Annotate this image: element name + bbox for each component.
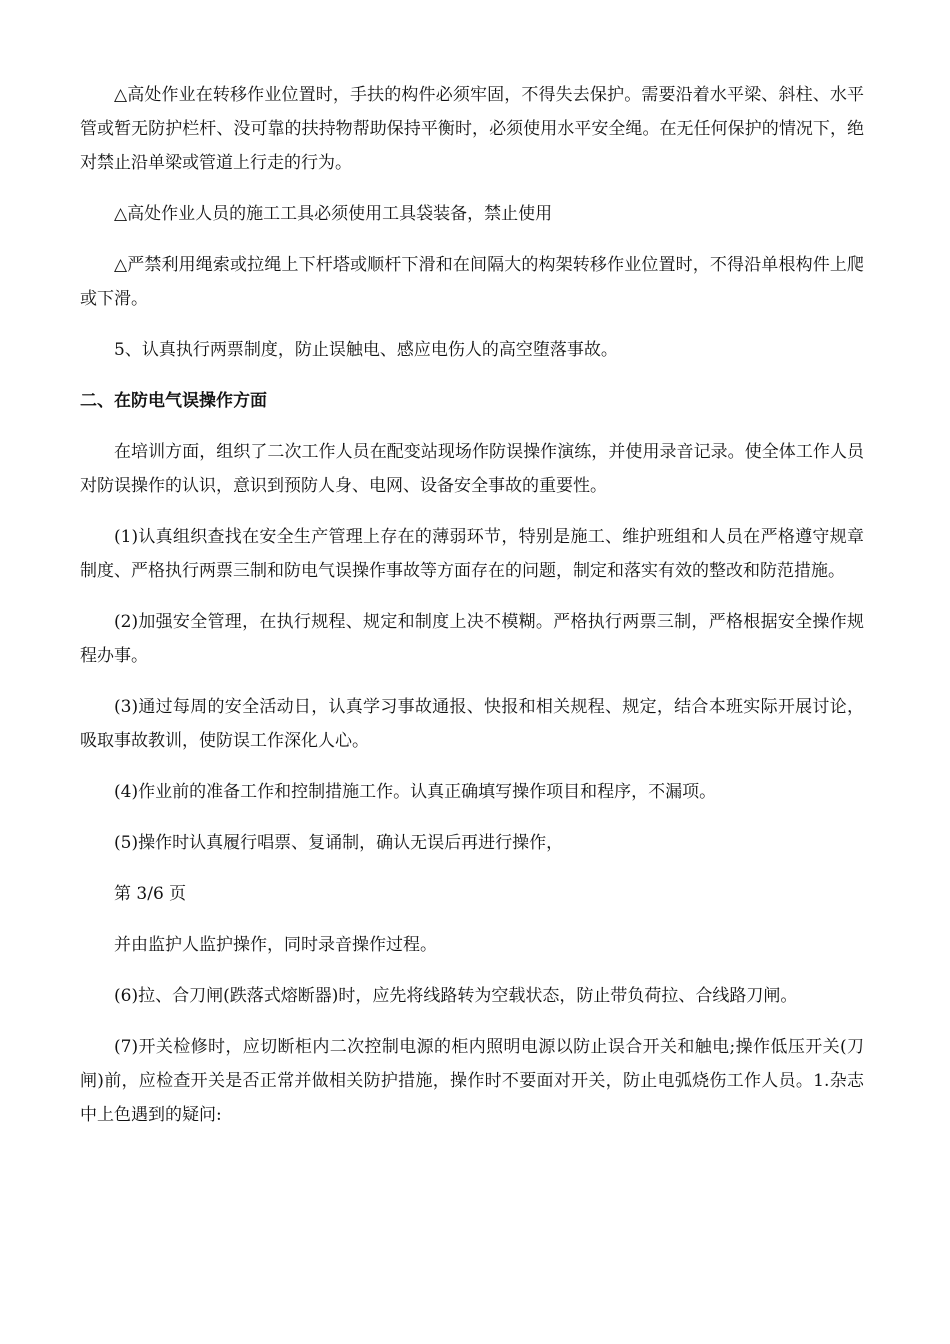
paragraph-high-work-transfer: △高处作业在转移作业位置时，手扶的构件必须牢固，不得失去保护。需要沿着水平梁、斜柱、水平管或暂无防护栏杆、没可靠的扶持物帮助保持平衡时，必须使用水平安全绳。在无任何保护的情况下，绝对禁止沿单梁或管道上行走的行为。 xyxy=(80,85,864,173)
paragraph-item-5: (5)操作时认真履行唱票、复诵制，确认无误后再进行操作， xyxy=(114,833,564,853)
page-number-marker: 第 3/6 页 xyxy=(114,884,187,904)
paragraph-two-tickets: 5、认真执行两票制度，防止误触电、感应电伤人的高空堕落事故。 xyxy=(114,340,618,360)
paragraph-item-6: (6)拉、合刀闸(跌落式熔断器)时，应先将线路转为空载状态，防止带负荷拉、合线路刀闸。 xyxy=(114,986,798,1006)
paragraph-supervision: 并由监护人监护操作，同时录音操作过程。 xyxy=(114,935,437,955)
paragraph-item-1: (1)认真组织查找在安全生产管理上存在的薄弱环节，特别是施工、维护班组和人员在严格遵守规章制度、严格执行两票三制和防电气误操作事故等方面存在的问题，制定和落实有效的整改和防范措施。 xyxy=(80,527,864,581)
paragraph-rope-prohibition: △严禁利用绳索或拉绳上下杆塔或顺杆下滑和在间隔大的构架转移作业位置时，不得沿单根构件上爬或下滑。 xyxy=(80,255,864,309)
paragraph-item-3: (3)通过每周的安全活动日，认真学习事故通报、快报和相关规程、规定，结合本班实际开展讨论，吸取事故教训，使防误工作深化人心。 xyxy=(80,697,864,751)
paragraph-training: 在培训方面，组织了二次工作人员在配变站现场作防误操作演练，并使用录音记录。使全体工作人员对防误操作的认识，意识到预防人身、电网、设备安全事故的重要性。 xyxy=(80,442,864,496)
paragraph-item-2: (2)加强安全管理，在执行规程、规定和制度上决不模糊。严格执行两票三制，严格根据安全操作规程办事。 xyxy=(80,612,864,666)
document-page xyxy=(80,78,864,1149)
paragraph-tool-bag: △高处作业人员的施工工具必须使用工具袋装备，禁止使用 xyxy=(114,204,553,224)
paragraph-item-4: (4)作业前的准备工作和控制措施工作。认真正确填写操作项目和程序，不漏项。 xyxy=(114,782,717,802)
section-heading: 二、在防电气误操作方面 xyxy=(80,391,267,411)
paragraph-item-7: (7)开关检修时，应切断柜内二次控制电源的柜内照明电源以防止误合开关和触电;操作低压开关(刀闸)前，应检查开关是否正常并做相关防护措施，操作时不要面对开关，防止电弧烧伤工作人员。1.杂志中上色遇到的疑问: xyxy=(80,1037,864,1125)
